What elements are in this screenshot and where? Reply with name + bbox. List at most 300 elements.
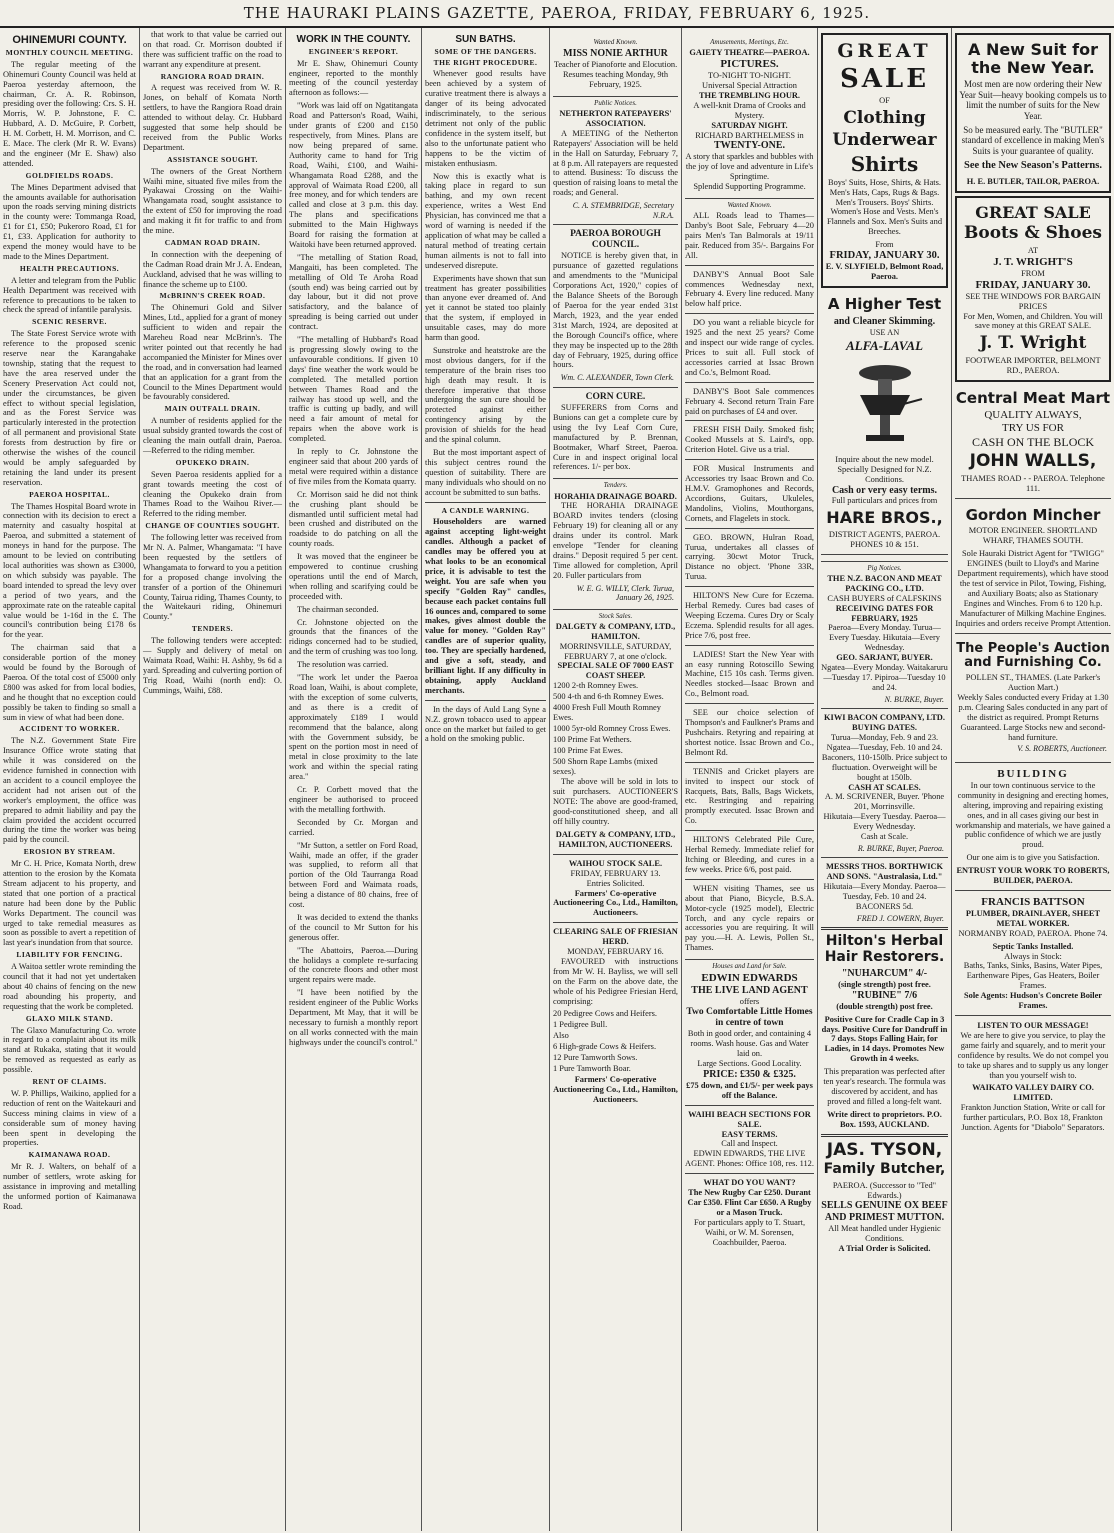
ad-body: MORRINSVILLE, SATURDAY, FEBRUARY 7, at one o'clock.	[559, 641, 672, 661]
ad-body: THE HORAHIA DRAINAGE BOARD invites tenders (closing February 19) for cleaning all or any drains under its control. Mark envelope "Tender for cleaning drains." Deposit required 5 per cent. Time allowed for completion, April 20. Fuller particulars from	[553, 501, 678, 580]
ad-title: CLEARING SALE OF FRIESIAN HERD.	[553, 927, 678, 947]
signature: Farmers' Co-operative Auctioneering Co., Ltd., Hamilton, Auctioneers.	[553, 888, 678, 918]
ad-title: "RUBINE" 7/6	[851, 989, 918, 1001]
column-8	[952, 28, 1114, 1531]
signature: GEO. SARJANT, BUYER.	[836, 653, 933, 663]
ad-body: FRIDAY, FEBRUARY 13.	[570, 868, 661, 878]
ad-title: BUILDING	[997, 767, 1069, 780]
divider	[553, 854, 678, 855]
paragraph: Now this is exactly what is taking place in regard to sun bathing, and my own recent experience, writes a West End Physician, has convinced me that a word of warning is needed if the application of what may be called a natural method of treating certain human ailments is not to fall into undeserved disrepute.	[425, 171, 546, 270]
divider	[685, 879, 814, 880]
signature: V. S. ROBERTS, Auctioneer.	[1017, 744, 1107, 754]
divider	[685, 830, 814, 831]
signature: Wm. C. ALEXANDER, Town Clerk.	[560, 373, 674, 383]
ad-body: NORMANBY ROAD, PAEROA. Phone 74.	[958, 928, 1108, 938]
ad-title: SELLS GENUINE OX BEEF AND PRIMEST MUTTON.	[821, 1200, 948, 1224]
divider	[685, 645, 814, 646]
paragraph: that work to that value be carried out on that road. Cr. Morrison doubted if there was sufficient traffic on the road to warrant any expenditure at present.	[143, 30, 282, 69]
paragraph: The State Forest Service wrote with reference to the proposed scenic reserve near the Karangahake township, stating that the request to have the area reserved under the Scenery Preservation Act could not, under the circumstances, be given effect to without special legislation, and as the Forest Service was particularly interested in the protection of all permanent and provisional State forests from destruction by fire or otherwise the wishes of the council would be amply safeguarded by retaining the land under its present reservation.	[3, 329, 136, 487]
column-2	[140, 28, 286, 1531]
ad-title: Hilton's Herbal Hair Restorers.	[824, 933, 945, 965]
ad-title: DALGETY & COMPANY, LTD., HAMILTON.	[555, 621, 676, 641]
divider	[553, 387, 678, 388]
ad-title: JOHN WALLS,	[969, 451, 1097, 472]
list-item: 6 High-grade Cows & Heifers.	[553, 1042, 657, 1052]
ad-title: PRICE: £350 & £325.	[703, 1069, 796, 1081]
paragraph: The N.Z. Government State Fire Insurance Office wrote stating that while it was considered on the evidence furnished in connection with an accident to a council employee the accident had not arisen out of the worker's employment, the office was prepared to admit liability and pay the claim provided the accident occurred during the time the worker was being paid by the council.	[3, 736, 136, 845]
paragraph: The Mines Department advised that the amounts available for authorisation upon the roads serving mining districts in the county were: Tommanga Road, £1 for £1, £50; Pukeroro Road, £1 for £1, £33. Application for authority to expend the money would have to be made to the Mines Department.	[3, 182, 136, 261]
paragraph: "I have been notified by the resident engineer of the Public Works Department, Mt May, that it will be necessary to furnish a monthly report on all works connected with the main highways under the council's control."	[289, 988, 418, 1047]
ad-title: GREAT	[837, 40, 932, 62]
ad-body: (double strength) post free.	[836, 1001, 933, 1011]
ad-title: Cash or very easy terms.	[831, 484, 938, 496]
masthead: THE HAURAKI PLAINS GAZETTE, PAEROA, FRIDAY, FEBRUARY 6, 1925.	[0, 0, 1114, 28]
ad-peoples-auction	[955, 636, 1111, 763]
section-heading: THE RIGHT PROCEDURE.	[433, 57, 538, 67]
ad-title: J. T. Wright	[979, 333, 1087, 354]
ad-body: ALL Roads lead to Thames—Danby's Boot Sale, February 4—20 pairs Men's Tan Balmorals at 19/11 pair. Reduced from 35/-. Bargains For All.	[685, 211, 814, 260]
separator-machine-icon	[821, 359, 948, 449]
paragraph: The regular meeting of the Ohinemuri County Council was held at Paeroa yesterday afternoon, the chairman, Cr. A. R. Robinson, presiding over the following: Crs. S. H. Morris, W. P. Johnstone, F. C. Hubbard, A. D. McGuire, P. Corbett, H. M. Corbett, H. M. Morrison, and C. E. Mace. The clerk (Mr R. W. Evans) and the engineer (Mr E. Shaw) also attended.	[3, 59, 136, 168]
paragraph: In the days of Auld Lang Syne a N.Z. grown tobacco used to appear once on the market but failed to get a hold on the smoking public.	[425, 704, 546, 744]
paragraph: "The metalling of Station Road, Mangaiti, has been completed. The metalling of Old Te Aroha Road (south end) was being carried out by day labour, but it did not prove satisfactory, and the balance of spreading is being carried out under contract.	[289, 252, 418, 332]
divider	[685, 762, 814, 763]
ad-body: Entries Solicited.	[586, 878, 645, 888]
ad-body: From	[875, 240, 894, 250]
ad-title: FRIDAY, JANUARY 30.	[829, 250, 940, 262]
ad-title: Underwear	[832, 130, 937, 151]
ad-body: Sole Agents: Hudson's Concrete Boiler Frames.	[963, 991, 1103, 1011]
divider	[553, 922, 678, 923]
ad-body: CASH BUYERS of CALFSKINS	[827, 593, 942, 603]
ad-body: DANBY'S Boot Sale commences February 4. Second return Train Fare paid on purchases of £4 and over.	[685, 386, 814, 416]
paragraph: "Work was laid off on Ngatitangata Road and Patterson's Road, Waihi, under grants of £200 and £150 respectively, from Mines. Plans are now being prepared of same. Authority came to hand for Trig Road, Waihi, £100, and Waihi-Whangamata Road £288, and the approval of Waimata Road £200, all free money, and for which tenders are called and close at 3 p.m. this day. The plans and specifications submitted to the Main Highways Board for raising the formation at Waitoki have been returned approved.	[289, 101, 418, 249]
ad-body: Sole Hauraki District Agent for "TWIGG" ENGINES (built to Lloyd's and Marine Department requirements), which have stood the test of service in Pilot, Towing, Fishing, and Auxiliary Boats; also as Stationary Engines and Winches. From 6 to 120 h.p.	[957, 549, 1109, 608]
list-item: 500 Shorn Rape Lambs (mixed sexes).	[553, 756, 658, 776]
paragraph: Cr. Morrison said he did not think the crushing plant should be dismantled until sufficient metal had been crushed and distributed on the roadside to do patching on all the county roads.	[289, 489, 418, 549]
ad-body: Both in good order, and containing 4 rooms. Wash house. Gas and Water laid on.	[687, 1029, 812, 1059]
ad-body: A MEETING of the Netherton Ratepayers' Association will be held in the Hall on Saturday, February 7, at 8 p.m. All ratepayers are requested to attend. Business: To discuss the question of raising loans to metal the roads; and General.	[553, 128, 678, 198]
ad-body: QUALITY ALWAYS,	[984, 409, 1082, 422]
ad-body: DO you want a reliable bicycle for 1925 and the next 25 years? Come and inspect our wide range of cycles. Prices to suit all. Full stock of accessories carried at Issac Brown and Co.'s, Belmont Road.	[685, 318, 814, 377]
ad-title: EASY TERMS.	[721, 1129, 778, 1139]
ad-body: Baths, Tanks, Sinks, Basins, Water Pipes, Earthenware Pipes, Gas Heaters, Boiler Frames.	[963, 961, 1103, 991]
list-item: 1 Pure Tamworth Boar.	[553, 1064, 631, 1073]
section-heading: KAIMANAWA ROAD.	[28, 1150, 111, 1160]
classified-heading: Amusements, Meetings, Etc.	[710, 38, 789, 46]
ad-body: (single strength) post free.	[838, 979, 931, 989]
divider	[821, 708, 948, 709]
ad-alfa-laval	[821, 290, 948, 554]
ad-body: FROM	[1021, 268, 1045, 278]
ad-body: SEE our choice selection of Thompson's and Faulkner's Prams and Pushchairs. Retyring and repairing at shortest notice. Issac Brown and Co., Belmont Rd.	[685, 708, 814, 757]
section-heading: RANGIORA ROAD DRAIN.	[160, 71, 265, 81]
paragraph: "The metalling of Hubbard's Road is progressing slowly owing to the unfavourable conditions. If given 10 days' fine weather the work would be completed. The metalled portion between Thames Road and the railway has stood up well, and the traffic is cutting up badly, and will need a fair amount of metal for repairs when the above work is completed.	[289, 335, 418, 444]
ad-boots-sale	[955, 196, 1111, 382]
divider	[821, 857, 948, 858]
ad-title: Central Meat Mart	[955, 388, 1111, 407]
ad-title: Clothing	[843, 108, 926, 129]
list-item: 500 4-th and 6-th Romney Ewes.	[553, 692, 664, 702]
paragraph: The chairman seconded.	[297, 604, 379, 614]
ad-body: The New Rugby Car £250. Durant Car £350. Flint Car £650. A Rugby or a Mason Truck.	[687, 1188, 812, 1217]
paragraph: The Thames Hospital Board wrote in connection with its decision to erect a maternity and casualty hospital at Paeroa, and submitted a statement of moneys in hand for the purpose. The amount to be levied on contributing local authorities was shown as £3000, on which subsidy was payable. The board intended to spread the levy over a period of two years, and the approximate rate on the rateable capital value would be 1-16d in the £. The council's contribution being £178 6s for the year.	[3, 501, 136, 640]
classified-heading: Pig Notices.	[821, 561, 948, 572]
divider	[685, 528, 814, 529]
column-4	[422, 28, 550, 1531]
paragraph: Mr E. Shaw, Ohinemuri County engineer, reported to the monthly meeting of the council yesterday afternoon as follows:—	[289, 58, 418, 98]
paragraph: Cr. Johnstone objected on the grounds that the finances of the ridings concerned had to be studied, and the term of crushing was too long.	[289, 617, 418, 657]
classified-heading: Stock Sales.	[553, 609, 678, 620]
ad-body: POLLEN ST., THAMES. (Late Parker's Auction Mart.)	[965, 673, 1101, 693]
list-item: 100 Prime Fat Ewes.	[553, 745, 623, 755]
divider	[685, 265, 814, 266]
ad-mincher	[955, 501, 1111, 634]
ad-title: HARE BROS.,	[826, 508, 943, 528]
paragraph: A letter and telegram from the Public Health Department was received with reference to precautions to be taken to check the spread of infantile paralysis.	[3, 275, 136, 315]
article-title: SUN BATHS.	[455, 34, 516, 45]
paragraph: It was decided to extend the thanks of the council to Mr Sutton for his generous offer.	[289, 912, 418, 942]
ad-body: LADIES! Start the New Year with an easy running Rotoscillo Sewing Machine, £15 10s cash. Terms given. Needles stocked—Isaac Brown and Co., Belmont road.	[685, 649, 814, 699]
ad-title: A Higher Test	[827, 295, 942, 314]
classified-heading: Tenders.	[553, 478, 678, 489]
column-1	[0, 28, 140, 1531]
ad-body: Universal Special Attraction	[702, 81, 797, 91]
divider	[821, 927, 948, 930]
ad-title: WHAT DO YOU WANT?	[703, 1178, 796, 1188]
ad-body: WHEN visiting Thames, see us about that Piano, Bicycle, B.S.A. Motor-cycle (1925 model), Electric Torch, and any cycle repairs or accessories you are requiring. It will pay you.—H. A. Lewis, Pollen St., Thames.	[685, 883, 814, 953]
signature: FRED J. COWERN, Buyer.	[856, 913, 944, 923]
ad-title: THE N.Z. BACON AND MEAT PACKING CO., LTD.	[827, 573, 942, 593]
ad-title: PICTURES.	[720, 58, 779, 71]
column-5	[550, 28, 682, 1531]
ad-body: All Meat handled under Hygienic Conditions.	[828, 1224, 941, 1243]
article-title: WORK IN THE COUNTY.	[296, 34, 411, 45]
ad-title: A New Suit for the New Year.	[967, 40, 1098, 77]
paragraph: The following letter was received from Mr N. A. Palmer, Whangamata: "I have been requested by the settlers of Whangamata to forward to you a petition for a proposed change involving the transfer of a portion of the Ohinemuri County, Tairua riding, Thames County, to the Waitekauri riding, Ohinemuri County."	[143, 533, 282, 622]
ad-body: AT	[1027, 246, 1039, 256]
ad-title: LISTEN TO OUR MESSAGE!	[977, 1020, 1089, 1030]
paragraph: Mr R. J. Walters, on behalf of a number of settlers, wrote asking for assistance in improving and metalling the unformed portion of Kaimanawa Road.	[3, 1162, 136, 1211]
article-subtitle: SOME OF THE DANGERS.	[434, 46, 537, 56]
ad-title: TWENTY-ONE.	[713, 140, 786, 152]
paragraph: Experiments have shown that sun treatment has greater possibilities than anyone ever dreamed of. And yet it cannot be stated too plainly that the system, if employed in unsuitable cases, may do more harm than good.	[425, 273, 546, 343]
ad-title: JAS. TYSON,	[826, 1139, 943, 1160]
paragraph: "The work let under the Paeroa Road loan, Waihi, is about complete, with the exception of some culverts, and as there is a credit of approximately £189 I would recommend that the balance, along with the Government subsidy, be spent on the portion most in need of metal in close proximity to the late work and within the special rating area."	[289, 673, 418, 782]
ad-body: MONDAY, FEBRUARY 16.	[567, 947, 664, 957]
stock-list	[553, 681, 678, 776]
ad-title: SATURDAY NIGHT.	[711, 120, 788, 130]
ad-title: FRIDAY, JANUARY 30.	[975, 278, 1091, 291]
ad-title: Two Comfortable Little Homes in centre of town	[686, 1007, 813, 1029]
paragraph: In reply to Cr. Johnstone the engineer said that about 200 yards of metal were required within a distance of five miles from the Komata quarry.	[289, 447, 418, 486]
paragraph: But the most important aspect of this subject centres round the question of suitability. There are many individuals who should on no account be submitted to sun baths.	[425, 448, 546, 497]
list-item: 20 Pedigree Cows and Heifers.	[553, 1009, 657, 1019]
signature: E. V. SLYFIELD, Belmont Road, Paeroa.	[825, 262, 944, 282]
ad-body: RICHARD BARTHELMESS in	[695, 130, 804, 140]
ad-body: PAEROA. (Successor to "Ted" Edwards.)	[832, 1180, 937, 1200]
ad-body: Boys' Suits, Hose, Shirts, & Hats. Men's Hats, Caps, Rugs & Bags. Men's Trousers. Boys' Shirts. Women's Hose and Vests. Men's Flannels and Sox. Men's Suits and Breeches.	[826, 177, 943, 237]
signature: FOOTWEAR IMPORTER, BELMONT RD., PAEROA.	[965, 356, 1101, 375]
ad-body: £75 down, and £1/5/- per week pays off the Balance.	[686, 1080, 813, 1100]
paragraph: The Glaxo Manufacturing Co. wrote in regard to a complaint about its milk stand at Rukaka, stating that it would be removed as requested as early as possible.	[3, 1025, 136, 1075]
list-item: 4000 Fresh Full Mouth Romney Ewes.	[553, 703, 661, 722]
list-item: 12 Pure Tamworth Sows.	[553, 1053, 638, 1063]
ad-body: Ngatea—Every Monday. Waitakaruru—Tuesday 17. Pipiroa—Tuesday 10 and 24.	[821, 663, 948, 692]
article-subtitle: ENGINEER'S REPORT.	[308, 46, 399, 56]
ad-body: FRESH FISH Daily. Smoked fish; Cooked Mussels at S. Laird's, opp. Criterion Hotel. Give us a trial.	[685, 425, 814, 455]
divider	[425, 502, 546, 503]
ad-body: SUFFERERS from Corns and Bunions can get a complete cure by using the Ivy Leaf Corn Cure, manufactured by P. Brennan, Bootmaker, Wharf Street, Paeroa. Cure in and inspect original local references. 1/- per box.	[553, 402, 678, 472]
ad-body: Our one aim is to give you Satisfaction.	[966, 853, 1100, 863]
ad-body: Large Sections. Good Locality.	[697, 1059, 802, 1069]
divider	[685, 459, 814, 460]
ad-body: CASH ON THE BLOCK	[971, 435, 1095, 450]
ad-body: FAVOURED with instructions from Mr W. H. Bayliss, we will sell on the Farm on the above date, the whole of his Pedigree Friesian Herd, comprising:	[553, 956, 678, 1006]
section-heading: MAIN OUTFALL DRAIN.	[164, 404, 261, 414]
ad-body: Always in Stock:	[1004, 951, 1062, 961]
ad-body: Frankton Junction Station, Write or call for further particulars, P.O. Box 18, Frankton Junction. Agents for "Diabolo" Separators.	[960, 1103, 1106, 1133]
paragraph: Seven Paeroa residents applied for a grant towards meeting the cost of cleaning the Opukeko drain from Thames Road to the Waihou River.—Referred to the riding member.	[143, 469, 282, 519]
section-heading: SCENIC RESERVE.	[32, 317, 107, 327]
paragraph: A Waitoa settler wrote reminding the council that it had not yet undertaken about 40 chains of fencing on the new road abounding his property, and requesting that the work be completed.	[3, 962, 136, 1011]
column-6	[682, 28, 818, 1531]
ad-body: A Trial Order is Solicited.	[838, 1243, 931, 1253]
section-heading: CADMAN ROAD DRAIN.	[164, 238, 261, 247]
ad-body: This preparation was perfected after ten year's research. The formula was discovered by accident, and has proved and filled a long-felt want.	[823, 1067, 946, 1106]
paragraph: A request was received from W. R. Jones, on behalf of Komata North settlers, to have the Rangiora Road drain attended to without delay. Cr. Hubbard suggested that some help should be received from the Public Works Department.	[143, 83, 282, 152]
ad-body: We are here to give you service, to play the game fairly and squarely, and to merit your confidence by results. We do not compel you to take up shares and to supply us any longer than you yourself wish to.	[957, 1030, 1109, 1080]
classified-heading: Houses and Land for Sale.	[685, 959, 814, 970]
ad-title: Septic Tanks Installed.	[992, 941, 1074, 951]
section-heading: ACCIDENT TO WORKER.	[19, 724, 120, 734]
article-subtitle: MONTHLY COUNCIL MEETING.	[5, 47, 134, 57]
paragraph: The following tenders were accepted:— Supply and delivery of metal on Waimata Road, Waihi: H. Ashby, 9s 6d a yard. Spreading and culverting portion of Trig Road, Waihi (north end): O. Cummings, Waihi, £88.	[143, 636, 282, 695]
paragraph: Whenever good results have been achieved by a system of curative treatment there is always a danger of its being advocated indiscriminately, to the serious detriment not only of the public confidence in the system itself, but also to the unfortunate patient who happens to be the victim of mistaken enthusiasm.	[425, 69, 546, 168]
signature: C. A. STEMBRIDGE, Secretary N.R.A.	[572, 201, 674, 220]
ad-title: MISS NONIE ARTHUR	[563, 48, 668, 60]
paragraph: Seconded by Cr. Morgan and carried.	[289, 817, 418, 837]
paragraph: A number of residents applied for the usual subsidy granted towards the cost of cleaning the main outfall drain, Paeroa.—Referred to the riding member.	[143, 416, 282, 455]
ad-body: MOTOR ENGINEER. SHORTLAND WHARF, THAMES SOUTH.	[968, 526, 1098, 546]
article-title: OHINEMURI COUNTY.	[12, 34, 127, 46]
ad-body: offers	[739, 997, 760, 1007]
divider	[685, 703, 814, 704]
ad-title: See the New Season's Patterns.	[964, 160, 1102, 172]
section-heading: GLAXO MILK STAND.	[25, 1013, 114, 1023]
ad-title: GAIETY THEATRE—PAEROA.	[689, 48, 810, 58]
paragraph: The owners of the Great Northern Waihi mine, situated five miles from the Pyakawai Crossing on the Waihi-Whangamata road, sought assistance to the extent of £50 for improving the road and making it fit for traffic to and from the mine.	[143, 166, 282, 236]
ad-body: Cash at Scale.	[860, 832, 909, 842]
ad-body: Turua—Monday, Feb. 9 and 23. Ngatea—Tuesday, Feb. 10 and 24.	[826, 733, 943, 752]
section-heading: LIABILITY FOR FENCING.	[16, 950, 123, 960]
ad-title: and Cleaner Skimming.	[833, 315, 936, 327]
stock-list	[553, 1009, 678, 1073]
ad-body: Hikutaia—Every Tuesday. Paeroa—Every Wednesday.	[823, 812, 946, 832]
signature: DALGETY & COMPANY, LTD., HAMILTON, AUCTIONEERS.	[555, 829, 676, 849]
ad-body: DISTRICT AGENTS, PAEROA. PHONES 10 & 151.	[828, 529, 941, 549]
signature: A. M. SCRIVENER, Buyer. 'Phone 201, Morrinsville.	[824, 792, 945, 812]
paragraph: The resolution was carried.	[297, 660, 389, 670]
section-heading: TENDERS.	[191, 624, 234, 634]
ad-body: USE AN	[869, 327, 900, 337]
divider	[425, 700, 546, 701]
ad-title: PAEROA BOROUGH COUNCIL.	[570, 229, 661, 251]
column-3	[286, 28, 422, 1531]
ad-body: SEE THE WINDOWS FOR BARGAIN PRICES	[965, 291, 1101, 311]
ad-title: SALE	[839, 63, 930, 94]
ad-title: SPECIAL SALE OF 7000 EAST COAST SHEEP.	[557, 661, 674, 681]
paragraph: The chairman said that a considerable portion of the money would be found by the Borough of Paeroa. Of the total cost of £5000 only £800 was asked for from local bodies, and he thought that no exception could possibly be taken to finding so small a sum in view of what had been done.	[3, 643, 136, 722]
column-7	[818, 28, 952, 1531]
ad-building	[955, 765, 1111, 891]
ad-body: For particulars apply to T. Stuart, Waihi, or W. M. Sorensen, Coachbuilder, Paeroa.	[693, 1217, 806, 1247]
list-item: 100 Prime Fat Wethers.	[553, 734, 632, 744]
section-heading: A CANDLE WARNING.	[441, 505, 530, 515]
divider	[685, 586, 814, 587]
ad-title: THE TREMBLING HOUR.	[698, 90, 801, 100]
ad-title: Shirts	[850, 151, 919, 176]
signature: R. BURKE, Buyer, Paeroa.	[857, 844, 944, 853]
classified-heading: Wanted Known.	[685, 198, 814, 209]
divider	[685, 382, 814, 383]
section-heading: GOLDFIELDS ROADS.	[25, 170, 114, 180]
ad-title: RECEIVING DATES FOR FEBRUARY, 1925	[835, 603, 934, 623]
paragraph: Cr. P. Corbett moved that the engineer be authorised to proceed with the metalling forthwith.	[289, 785, 418, 814]
section-heading: RENT OF CLAIMS.	[32, 1077, 107, 1087]
divider	[553, 224, 678, 225]
classified-heading: Wanted Known.	[593, 38, 638, 46]
ad-title: Boots & Shoes	[963, 223, 1103, 244]
signature: N. BURKE, Buyer.	[884, 694, 944, 704]
ad-body: HILTON'S New Cure for Eczema. Herbal Remedy. Cures bad cases of Weeping Eczema. Cures Dry or Scaly Eczema. Splendid results for all ages. Price 7/6, post free.	[685, 591, 814, 640]
ad-body: A story that sparkles and bubbles with the joy of love and adventure in Life's Springtime.	[685, 152, 814, 182]
divider	[685, 1105, 814, 1106]
paragraph: "Mr Sutton, a settler on Ford Road, Waihi, made an offer, if the grader was supplied, to reform all that portion of the Old Taurranga Road between Ford and Waimata roads, being a distance of 80 chains, free of cost.	[289, 840, 418, 910]
ad-body: OF	[879, 96, 890, 106]
list-item: 1000 5yr-old Romney Cross Ewes.	[553, 723, 671, 733]
paragraph: "The Abattoirs, Paeroa.—During the holidays a complete re-surfacing of the concrete floors and other most urgent repairs were made.	[289, 945, 418, 985]
ad-meat-mart	[955, 384, 1111, 499]
divider	[685, 1173, 814, 1174]
signature: W. E. G. WILLY, Clerk. Turua, January 26, 1925.	[576, 583, 674, 603]
ad-title: J. T. WRIGHT'S	[993, 255, 1073, 268]
ad-body: GEO. BROWN, Hulran Road, Turua, undertakes all classes of carrying. 30cwt Motor Truck, Distance no object. 'Phone 33R, Turua.	[685, 532, 814, 582]
ad-body: Baconers, 110-150lb. Price subject to fluctuation. Overweight will be bought at 150lb.	[821, 752, 948, 782]
paragraph: Householders are warned against accepting light-weight candles. Although a packet of candles may be offered you at what looks to be an economical price, it is advisable to test the weight. You are safe when you specify "Golden Ray" candles, because each packet contains full 16 ounces and, compared to some makes, gives almost double the value for money. "Golden Ray" candles are of superior quality, too. They are specially hardened, and give a soft, steady, and brilliant light. If any difficulty in obtaining, apply Auckland merchants.	[425, 517, 546, 695]
section-heading: OPUKEKO DRAIN.	[175, 457, 250, 467]
ad-body: FOR Musical Instruments and Accessories try Isaac Brown and Co. H.M.V. Gramophones and Records, Accordions, Guitars, Ukuleles, Mandolins, Violins, Mouthorgans, Cornets, and Flagelets in stock.	[685, 464, 814, 523]
ad-battson	[955, 893, 1111, 1016]
ad-title: HORAHIA DRAINAGE BOARD.	[554, 491, 677, 501]
ad-title: BUYING DATES.	[852, 723, 917, 733]
paragraph: It was moved that the engineer be empowered to continue crushing operations until the end of March, when rolling and scarifying could be proceeded with.	[289, 552, 418, 601]
ad-body: Full particulars and prices from	[831, 496, 938, 506]
ad-body: Inquire about the new model. Specially Designed for N.Z. Conditions.	[835, 454, 934, 484]
ad-title: WAIHOU STOCK SALE.	[568, 858, 663, 868]
divider	[685, 313, 814, 314]
paragraph: Sunstroke and heatstroke are the most obvious dangers, for if the temperature of the brain rises too high death may result. It is therefore imperative that those undergoing the sun cure should be protected against either contingency arising by the provision of shields for the head and the spinal column.	[425, 345, 546, 445]
section-heading: ASSISTANCE SOUGHT.	[167, 154, 258, 164]
ad-title: FRANCIS BATTSON	[981, 895, 1085, 908]
ad-body: TENNIS and Cricket players are invited to inspect our stock of Racquets, Bats, Balls, Bags Wickets, etc. Restringing and repairing promptly executed. Issac Brown and Co.	[685, 766, 814, 826]
ad-title: The People's Auction and Furnishing Co.	[956, 640, 1110, 670]
ad-body: So be measured early. The "BUTLER" standard of excellence in making Men's Suits is your guarantee of quality.	[961, 124, 1105, 156]
section-heading: EROSION BY STREAM.	[23, 847, 116, 857]
paragraph: Mr C. H. Price, Komata North, drew attention to the erosion by the Komata Stream adjacent to his property, and stated that one portion of a practical nature had been done by the Public Works Department. The council was urged to take remedial measures as soon as possible to avert a repetition of last year's inundation from that source.	[3, 859, 136, 948]
ad-body: Hikutaia—Every Monday. Paeroa—Tuesday, Feb. 10 and 24. BACONERS 5d.	[823, 882, 946, 912]
list-item: 1 Pedigree Bull.	[553, 1020, 608, 1030]
ad-body: THAMES ROAD - - PAEROA. Telephone 111.	[961, 474, 1105, 494]
paragraph: In connection with the deepening of the Cadman Road drain Mr J. A. Endean, Auckland, advised that he was willing to finance the scheme up to £100.	[143, 249, 282, 289]
divider	[685, 420, 814, 421]
signature: EDWIN EDWARDS, THE LIVE AGENT. Phones: Office 108, res. 112.	[685, 1149, 814, 1169]
section-heading: HEALTH PRECAUTIONS.	[19, 263, 120, 273]
ad-title: THE LIVE LAND AGENT	[691, 985, 808, 997]
list-item: Also	[553, 1031, 569, 1041]
ad-body: The above will be sold in lots to suit purchasers. AUCTIONEER'S NOTE: The above are good-framed, good-constitutioned sheep, and all off hilly country.	[553, 777, 678, 827]
classified-heading: Public Notices.	[553, 96, 678, 107]
ad-body: Paeroa—Every Monday. Turua—Every Tuesday. Hikutaia—Every Wednesday.	[828, 623, 941, 653]
brand-logo: ALFA-LAVAL	[845, 337, 924, 353]
columns	[0, 28, 1114, 1531]
ad-body: Call and Inspect.	[721, 1139, 778, 1149]
ad-body: Write direct to proprietors. P.O. Box. 1593, AUCKLAND.	[827, 1109, 942, 1129]
ad-body: Manufacturer of Milking Machine Engines.	[959, 608, 1107, 618]
ad-body: NOTICE is hereby given that, in pursuance of gazetted regulations and amendments to the "Municipal Corporations Act, 1920," copies of the Balance Sheets of the Borough of Paeroa for the year ended 31st March, 1923, and the year ended 31st March, 1924, are deposited at the Borough Council's office, where they may be inspected up to the 28th day of February, 1925, during office hours.	[553, 251, 678, 370]
ad-body: Positive Cure for Cradle Cap in 3 days. Positive Cure for Dandruff in 7 days. Stops Falling Hair, for Ladies, in 14 days. Promotes New Growth in 4 weeks.	[821, 1014, 948, 1064]
list-item: 1200 2-th Romney Ewes.	[553, 681, 639, 691]
ad-body: A well-knit Drama of Crooks and Mystery.	[693, 100, 806, 120]
ad-title: Gordon Mincher	[965, 505, 1101, 524]
section-heading: PAEROA HOSPITAL.	[29, 489, 110, 499]
paragraph: W. P. Phillips, Waikino, applied for a reduction of rent on the Waitekauri and Success mining claims in view of a considerable sum of money having been spent in developing the properties.	[3, 1088, 136, 1148]
ad-waikato	[955, 1018, 1111, 1137]
section-heading: CHANGE OF COUNTIES SOUGHT.	[145, 521, 280, 531]
ad-title: "NUHARCUM" 4/-	[841, 968, 928, 980]
ad-body: Inquiries and orders receive Prompt Attention.	[955, 618, 1111, 628]
ad-title: NETHERTON RATEPAYERS' ASSOCIATION.	[559, 109, 672, 128]
ad-title: WAIKATO VALLEY DAIRY CO. LIMITED.	[972, 1083, 1094, 1103]
ad-body: PLUMBER, DRAINLAYER, SHEET METAL WORKER.	[965, 908, 1101, 928]
ad-body: Weekly Sales conducted every Friday at 1.30 p.m. Clearing Sales conducted in any part of the district as required. Prompt Returns Guaranteed. Large Stocks new and second-hand furniture.	[957, 692, 1109, 742]
ad-great-sale	[821, 33, 948, 288]
ad-body: Splendid Supporting Programme.	[693, 181, 806, 191]
divider	[821, 1134, 948, 1137]
ad-body: TO-NIGHT TO-NIGHT.	[708, 71, 791, 81]
ad-body: Most men are now ordering their New Year Suit—heavy booking compels us to limit the number of suits for the New Year.	[959, 79, 1107, 122]
ad-title: MESSRS THOS. BORTHWICK AND SONS. "Australasia, Ltd."	[825, 862, 944, 882]
ad-body: DANBY'S Annual Boot Sale commences Wednesday next, February 4. Every line reduced. Many below half price.	[685, 269, 814, 309]
section-heading: McBRINN'S CREEK ROAD.	[159, 291, 266, 301]
ad-body: Teacher of Pianoforte and Elocution. Resumes teaching Monday, 9th February, 1925.	[553, 60, 678, 89]
ad-body: HILTON'S Celebrated Pile Cure, Herbal Remedy. Immediate relief for Itching or Bleeding, and cures in a few weeks. Price 6/6, post paid.	[685, 835, 814, 874]
ad-title: CASH AT SCALES.	[848, 782, 921, 792]
ad-body: For Men, Women, and Children. You will save money at this GREAT SALE.	[963, 311, 1103, 331]
ad-body: TRY US FOR	[1002, 422, 1064, 435]
ad-title: GREAT SALE	[975, 202, 1091, 222]
paragraph: The Ohinemuri Gold and Silver Mines, Ltd., applied for a grant of money sufficient to widen and repair the Mareheu Road near McBrinn's. The writer pointed out that recently he had accompanied the Minister for Mines over the road, and in conversation had learned that an application for a grant from the Council to the Mines Department would be favourably considered.	[143, 303, 282, 402]
ad-title: CORN CURE.	[585, 391, 646, 402]
ad-title: WAIHI BEACH SECTIONS FOR SALE.	[688, 1109, 811, 1129]
ad-body: In our town continuous service to the community in designing and erecting homes, altering, improving and repairing existing ones, and in all cases giving our best in workmanship and materials, we have gained a public confidence of which we are justly proud.	[955, 780, 1111, 850]
ad-new-suit	[955, 33, 1111, 193]
ad-title: Family Butcher,	[823, 1161, 946, 1178]
signature: ENTRUST YOUR WORK TO ROBERTS, BUILDER, PAEROA.	[956, 866, 1110, 886]
ad-title: KIWI BACON COMPANY, LTD.	[824, 713, 945, 723]
ad-title: EDWIN EDWARDS	[701, 972, 798, 985]
signature: Farmers' Co-operative Auctioneering Co., Ltd., Hamilton, Auctioneers.	[553, 1074, 678, 1104]
